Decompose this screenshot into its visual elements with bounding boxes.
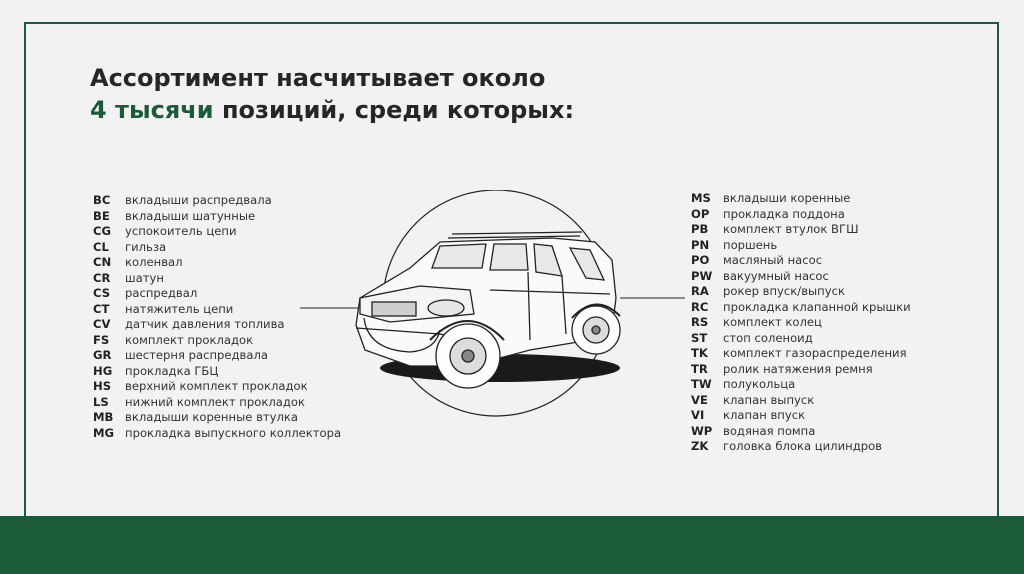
code-description: комплект втулок ВГШ [723,222,859,236]
code-description: вкладыши распредвала [125,193,272,207]
code-description: прокладка выпускного коллектора [125,425,342,440]
code-description: прокладка ГБЦ [125,363,219,378]
code-item [691,393,911,409]
code-abbreviation: TW [691,377,712,391]
code-item [691,377,911,393]
code-abbreviation: PN [691,237,710,252]
code-abbreviation: BC [93,193,111,207]
code-abbreviation: OP [691,206,710,221]
code-abbreviation: HS [93,379,112,393]
code-description: верхний комплект прокладок [125,379,308,393]
code-abbreviation: RA [691,284,709,298]
title-line2: позиций, среди которых: [213,96,575,124]
code-abbreviation: RC [691,299,709,314]
code-abbreviation: RS [691,315,709,329]
code-item [691,207,911,223]
code-description: комплект прокладок [125,332,254,347]
code-abbreviation: GR [93,348,112,362]
code-abbreviation: CS [93,286,111,300]
code-item [691,253,911,269]
code-description: вкладыши шатунные [125,208,256,223]
code-description: клапан выпуск [723,392,815,407]
code-description: шестерня распредвала [125,348,268,362]
code-description: комплект газораспределения [723,346,907,360]
code-description: нижний комплект прокладок [125,394,305,409]
code-item [691,238,911,254]
code-abbreviation: CG [93,224,112,238]
code-abbreviation: CL [93,239,109,254]
code-item [691,331,911,347]
code-description: прокладка клапанной крышки [723,299,911,314]
code-description: ролик натяжения ремня [723,361,873,376]
code-item [691,300,911,316]
code-abbreviation: PB [691,222,709,236]
code-abbreviation: WP [691,423,713,438]
codes-list-right [691,191,911,455]
code-description: полукольца [723,377,796,391]
code-item [691,408,911,424]
code-abbreviation: MG [93,425,115,440]
code-item [691,362,911,378]
code-description: комплект колец [723,315,822,329]
code-description: шатун [125,270,164,285]
code-description: водяная помпа [723,423,816,438]
code-abbreviation: PO [691,253,710,267]
code-item [691,191,911,207]
code-abbreviation: MS [691,191,711,205]
code-description: датчик давления топлива [125,317,285,331]
code-abbreviation: TR [691,361,708,376]
page-title [90,62,574,126]
code-item [691,346,911,362]
code-item [691,284,911,300]
code-description: поршень [723,237,778,252]
code-description: успокоитель цепи [125,224,237,238]
title-accent: 4 тысячи [90,96,214,124]
title-line1: Ассортимент насчитывает около [90,64,546,92]
code-abbreviation: VE [691,392,708,407]
code-item [691,222,911,238]
code-item [691,315,911,331]
code-abbreviation: CV [93,317,111,331]
code-abbreviation: MB [93,410,114,424]
code-description: головка блока цилиндров [723,439,883,453]
code-item [691,269,911,285]
code-abbreviation: ST [691,330,708,345]
code-description: масляный насос [723,253,823,267]
footer-band [0,516,1024,574]
code-abbreviation: TK [691,346,708,360]
code-abbreviation: PW [691,268,713,283]
code-abbreviation: VI [691,408,705,422]
code-description: гильза [125,239,167,254]
code-description: распредвал [125,286,198,300]
code-abbreviation: LS [93,394,109,409]
code-abbreviation: FS [93,332,110,347]
code-description: вкладыши коренные втулка [125,410,299,424]
code-description: стоп соленоид [723,330,813,345]
code-description: клапан впуск [723,408,806,422]
code-description: прокладка поддона [723,206,845,221]
code-abbreviation: HG [93,363,113,378]
code-description: вакуумный насос [723,268,829,283]
code-description: вкладыши коренные [723,191,851,205]
code-description: натяжитель цепи [125,301,234,316]
code-abbreviation: CT [93,301,110,316]
code-abbreviation: CN [93,255,112,269]
code-item [691,424,911,440]
code-abbreviation: BE [93,208,110,223]
suv-car-illustration [290,190,700,430]
code-abbreviation: CR [93,270,111,285]
code-description: рокер впуск/выпуск [723,284,845,298]
code-description: коленвал [125,255,183,269]
code-item [691,439,911,455]
code-abbreviation: ZK [691,439,709,453]
